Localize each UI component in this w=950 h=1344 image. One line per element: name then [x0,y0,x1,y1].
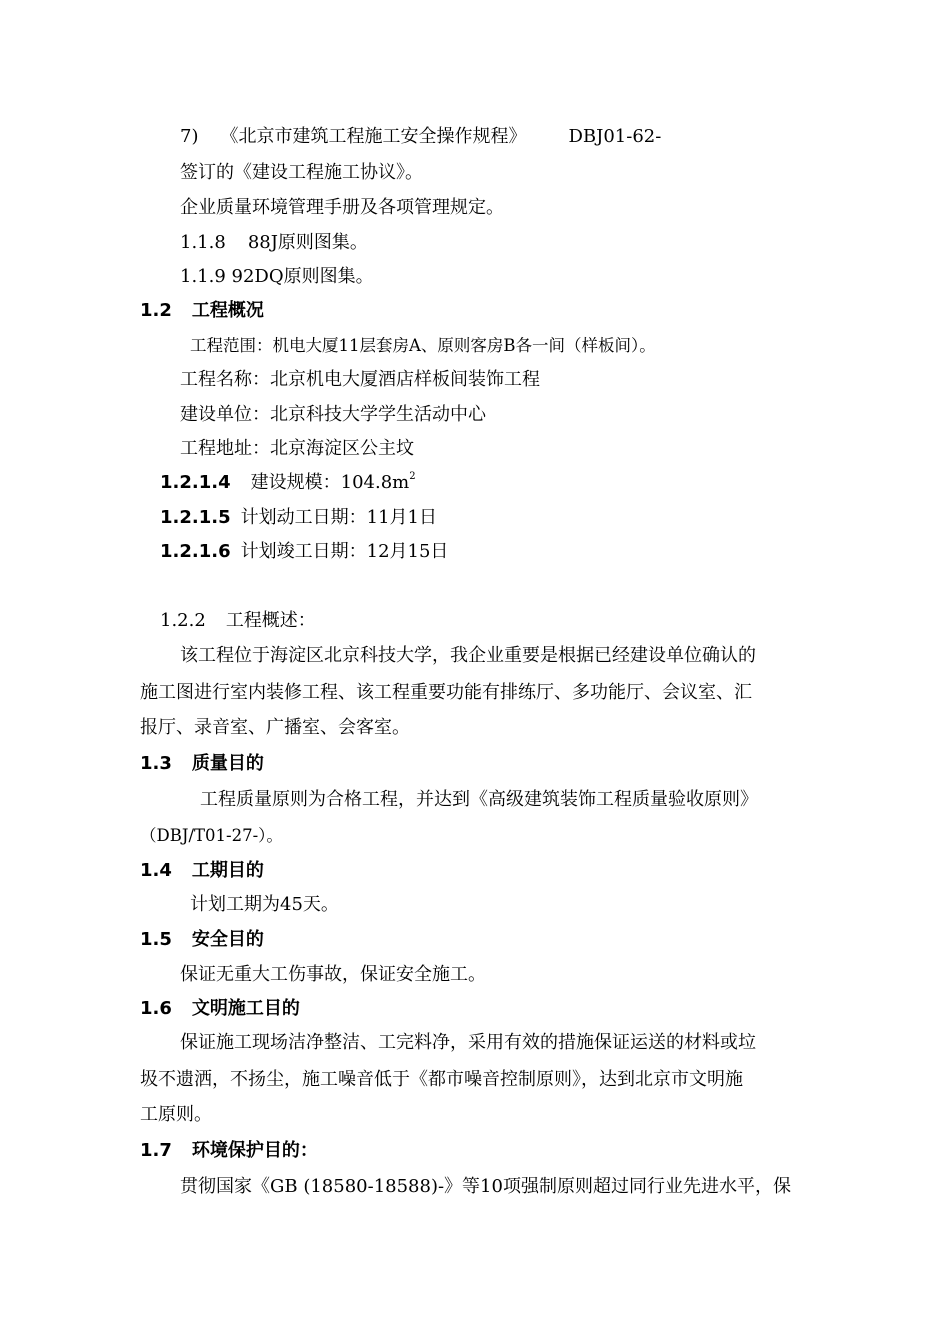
civil-line-1: 保证施工现场洁净整洁、工完料净，采用有效的措施保证运送的材料或垃 [180,1032,756,1053]
section-number: 1.4 [140,860,172,881]
section-title: 文明施工目的 [191,998,300,1019]
quality-line-1: 工程质量原则为合格工程，并达到《高级建筑装饰工程质量验收原则》 [200,789,758,810]
section-number: 1.6 [140,998,172,1019]
item-text: 计划竣工日期：12月15日 [240,541,449,562]
project-address: 工程地址：北京海淀区公主坟 [180,438,414,459]
item-number: 1.2.1.5 [160,507,231,528]
item-number: 1.2.1.4 [160,472,231,493]
project-scale [160,472,416,494]
item-text: 建设规模：104.8m [250,472,410,493]
section-title: 安全目的 [191,929,264,950]
planned-start [160,507,437,529]
regulation-code: DBJ01-62- [568,126,662,147]
overview-line-3: 报厅、录音室、广播室、会客室。 [140,717,410,738]
section-heading-1-4 [140,860,264,882]
item-number: 7) [180,126,199,147]
section-heading-1-7 [140,1140,318,1162]
section-title: 环境保护目的： [191,1140,318,1161]
civil-line-2: 圾不遗洒，不扬尘，施工噪音低于《都市噪音控制原则》，达到北京市文明施 [140,1069,743,1090]
item-number: 1.2.2 [160,610,206,631]
section-number: 1.3 [140,753,172,774]
civil-line-3: 工原则。 [140,1104,212,1125]
section-title: 工期目的 [191,860,264,881]
reference-manual: 企业质量环境管理手册及各项管理规定。 [180,197,504,218]
overview-line-1: 该工程位于海淀区北京科技大学，我企业重要是根据已经建设单位确认的 [180,645,756,666]
safety-text: 保证无重大工伤事故，保证安全施工。 [180,964,486,985]
section-number: 1.7 [140,1140,172,1161]
item-number: 1.1.8 [180,232,226,253]
planned-completion [160,541,448,563]
quality-line-2: （DBJ/T01-27-）。 [140,826,283,845]
project-name: 工程名称：北京机电大厦酒店样板间装饰工程 [180,369,540,390]
reference-1-1-8 [180,232,368,254]
section-number: 1.2 [140,300,172,321]
item-number: 1.2.1.6 [160,541,231,562]
reference-agreement: 签订的《建设工程施工协议》。 [180,162,423,183]
project-scope: 工程范围：机电大厦11层套房A、原则客房B各一间（样板间）。 [190,336,656,355]
section-heading-1-6 [140,998,300,1020]
item-text: 88J原则图集。 [247,232,368,253]
item-text: 工程概述： [225,610,316,631]
reference-item-7 [180,126,661,148]
reference-1-1-9: 1.1.9 92DQ原则图集。 [180,266,374,287]
section-heading-1-2 [140,300,264,322]
overview-line-2: 施工图进行室内装修工程、该工程重要功能有排练厅、多功能厅、会议室、汇 [140,682,752,703]
superscript-2: 2 [409,471,416,482]
section-number: 1.5 [140,929,172,950]
project-owner: 建设单位：北京科技大学学生活动中心 [180,404,486,425]
regulation-title: 《北京市建筑工程施工安全操作规程》 [220,126,527,147]
item-text: 计划动工日期：11月1日 [240,507,437,528]
environment-line-1: 贯彻国家《GB (18580-18588)-》等10项强制原则超过同行业先进水平，保 [180,1176,791,1197]
section-title: 质量目的 [191,753,264,774]
subsection-1-2-2 [160,610,316,632]
section-heading-1-5 [140,929,264,951]
section-heading-1-3 [140,753,264,775]
schedule-text: 计划工期为45天。 [190,894,339,915]
section-title: 工程概况 [191,300,264,321]
